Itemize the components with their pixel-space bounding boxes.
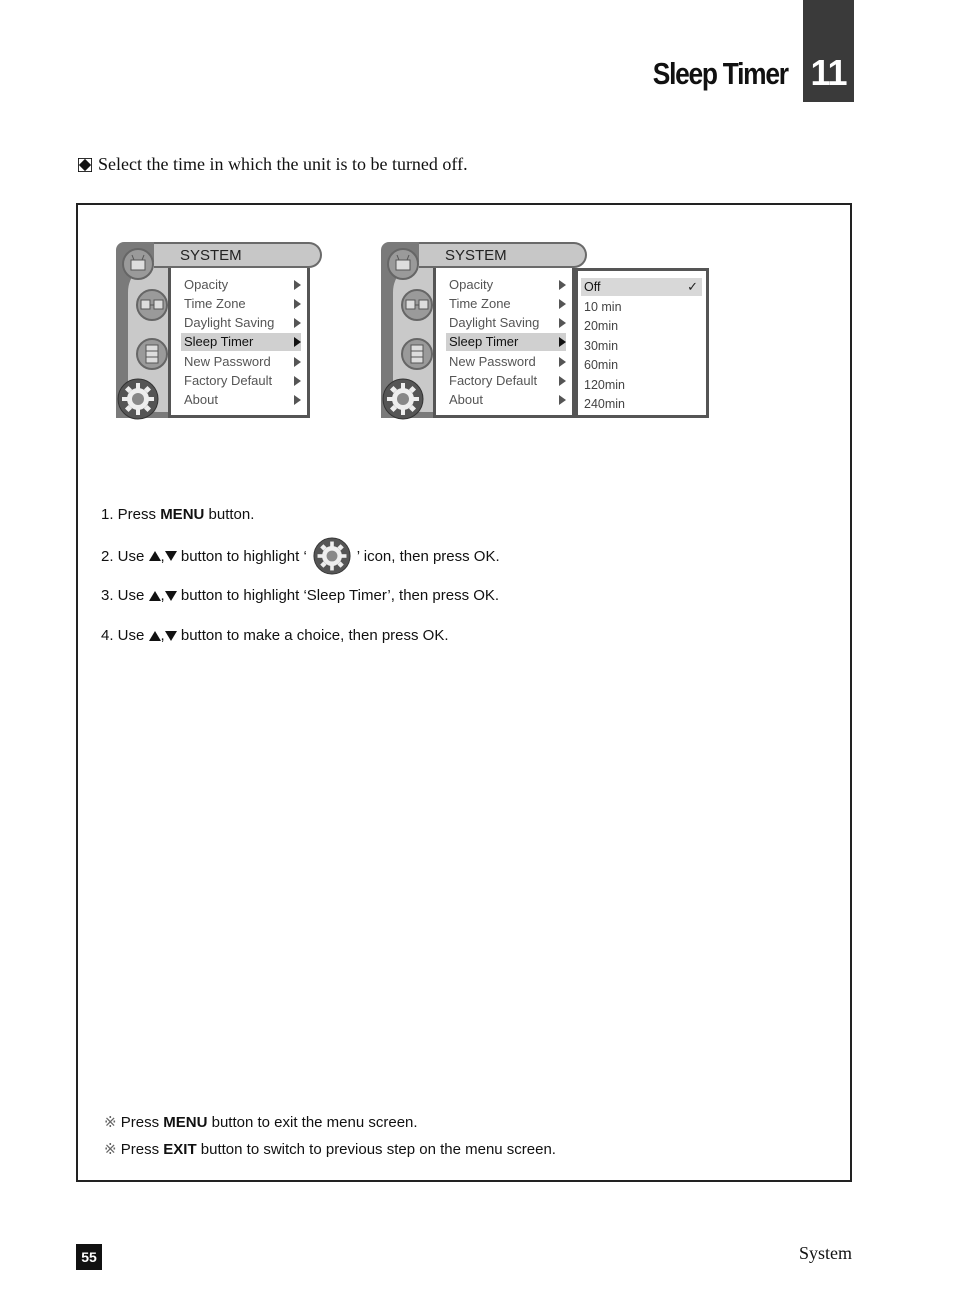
arrow-right-icon [559, 395, 566, 405]
option-120-min[interactable]: 120min [584, 378, 625, 392]
menu-item-factory-default[interactable]: Factory Default [446, 372, 566, 390]
diamond-bullet-icon [78, 158, 92, 172]
down-arrow-icon [165, 631, 177, 641]
page-number: 55 [76, 1244, 102, 1270]
menu-item-daylight-saving[interactable]: Daylight Saving [446, 314, 566, 332]
menu-item-new-password[interactable]: New Password [181, 353, 301, 371]
note-1: ※ Press MENU button to exit the menu screen. [104, 1114, 418, 1131]
arrow-right-icon [559, 318, 566, 328]
arrow-right-icon [559, 280, 566, 290]
sleep-timer-submenu [575, 268, 709, 418]
arrow-right-icon [294, 318, 301, 328]
step-3: 3. Use , button to highlight ‘Sleep Timer’, then press OK. [101, 587, 500, 604]
option-60-min[interactable]: 60min [584, 358, 619, 372]
arrow-right-icon [294, 357, 301, 367]
arrow-right-icon [559, 337, 566, 347]
up-arrow-icon [149, 551, 161, 561]
gear-icon [382, 378, 424, 420]
menu-item-about[interactable]: About [181, 391, 301, 409]
step-4: 4. Use , button to make a choice, then press OK. [101, 627, 449, 644]
tv-icon [387, 248, 419, 280]
arrow-right-icon [559, 357, 566, 367]
step-2: 2. Use , button to highlight ‘ ’ icon, then press OK. [101, 537, 500, 575]
system-menu-screen-1 [116, 242, 326, 418]
gear-icon [117, 378, 159, 420]
film-icon [136, 338, 168, 370]
arrow-right-icon [294, 337, 301, 347]
menu-item-time-zone[interactable]: Time Zone [181, 295, 301, 313]
option-240-min[interactable]: 240min [584, 397, 625, 411]
option-20-min[interactable]: 20min [584, 319, 619, 333]
arrow-right-icon [294, 395, 301, 405]
down-arrow-icon [165, 591, 177, 601]
note-mark-icon: ※ [104, 1141, 117, 1158]
menu-item-factory-default[interactable]: Factory Default [181, 372, 301, 390]
network-icon [401, 289, 433, 321]
menu-item-opacity[interactable]: Opacity [446, 276, 566, 294]
section-name: System [798, 1243, 852, 1263]
arrow-right-icon [294, 376, 301, 386]
menu-item-time-zone[interactable]: Time Zone [446, 295, 566, 313]
arrow-right-icon [294, 280, 301, 290]
intro-text: Select the time in which the unit is to be turned off. [98, 154, 468, 174]
chapter-number: 11 [803, 0, 854, 102]
menu-item-new-password[interactable]: New Password [446, 353, 566, 371]
intro-line [78, 154, 468, 175]
option-10-min[interactable]: 10 min [584, 300, 622, 314]
menu-item-daylight-saving[interactable]: Daylight Saving [181, 314, 301, 332]
note-2: ※ Press EXIT button to switch to previous step on the menu screen. [104, 1141, 556, 1158]
note-mark-icon: ※ [104, 1114, 117, 1131]
chapter-title: Sleep Timer [653, 56, 788, 91]
arrow-right-icon [294, 299, 301, 309]
menu-item-about[interactable]: About [446, 391, 566, 409]
gear-icon [313, 537, 351, 575]
menu-item-sleep-timer[interactable]: Sleep Timer [446, 333, 566, 351]
menu-title: SYSTEM [154, 242, 322, 268]
menu-title: SYSTEM [419, 242, 587, 268]
menu-panel [433, 268, 575, 418]
step-1: 1. Press MENU button. [101, 506, 255, 523]
film-icon [401, 338, 433, 370]
arrow-right-icon [559, 376, 566, 386]
menu-panel [168, 268, 310, 418]
tv-icon [122, 248, 154, 280]
down-arrow-icon [165, 551, 177, 561]
option-30-min[interactable]: 30min [584, 339, 619, 353]
up-arrow-icon [149, 631, 161, 641]
up-arrow-icon [149, 591, 161, 601]
arrow-right-icon [559, 299, 566, 309]
network-icon [136, 289, 168, 321]
menu-item-sleep-timer[interactable]: Sleep Timer [181, 333, 301, 351]
check-icon: ✓ [687, 279, 698, 294]
option-off[interactable]: Off ✓ [581, 278, 702, 296]
menu-item-opacity[interactable]: Opacity [181, 276, 301, 294]
